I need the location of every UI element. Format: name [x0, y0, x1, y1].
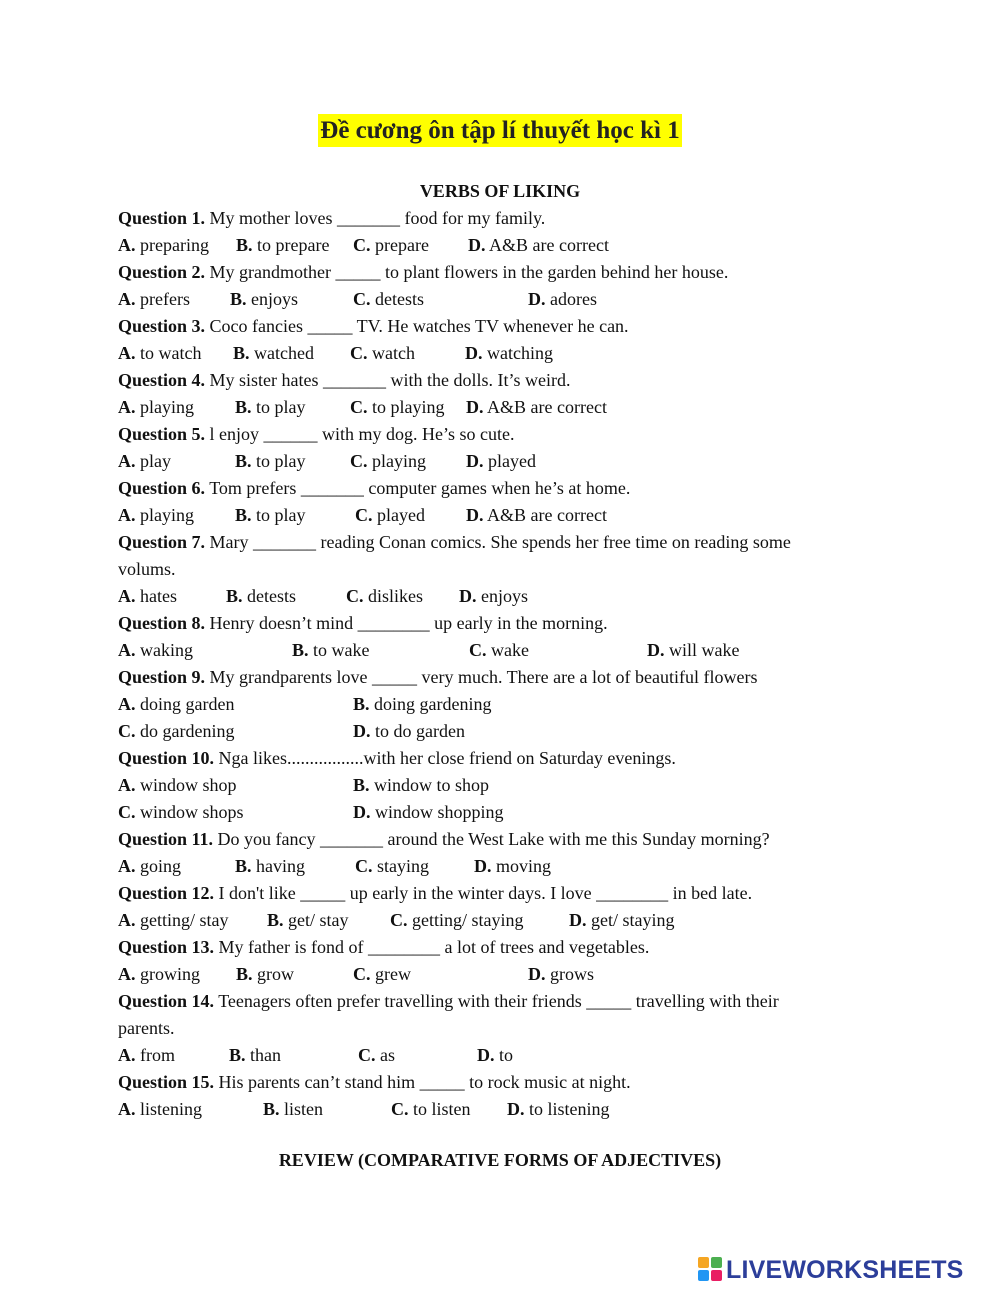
- option-text: window shop: [135, 775, 237, 795]
- answer-option: [229, 1042, 281, 1069]
- question-label: Question 7.: [118, 532, 206, 552]
- answer-option: [466, 448, 536, 475]
- options-row: [118, 286, 858, 313]
- answer-option: [358, 1042, 395, 1069]
- option-letter: C.: [350, 451, 368, 471]
- answer-option: [263, 1096, 323, 1123]
- answer-option: [267, 907, 349, 934]
- option-letter: D.: [474, 856, 492, 876]
- question-text: Do you fancy _______ around the West Lake with me this Sunday morning?: [213, 829, 770, 849]
- option-text: playing: [135, 397, 194, 417]
- answer-option: [355, 502, 425, 529]
- question-text-continued: parents.: [118, 1018, 175, 1038]
- question-line-continued: [118, 1015, 858, 1042]
- option-text: grows: [545, 964, 594, 984]
- question-text: His parents can’t stand him _____ to rock music at night.: [214, 1072, 631, 1092]
- question-label: Question 2.: [118, 262, 206, 282]
- option-text: to play: [251, 397, 306, 417]
- option-text: to playing: [367, 397, 445, 417]
- options-row: [118, 1096, 858, 1123]
- option-text: watched: [249, 343, 314, 363]
- answer-option: [118, 232, 209, 259]
- option-text: to do garden: [370, 721, 465, 741]
- answer-option: [469, 637, 529, 664]
- answer-option: [353, 718, 465, 745]
- option-letter: B.: [267, 910, 284, 930]
- option-letter: B.: [230, 289, 247, 309]
- option-letter: A.: [118, 694, 136, 714]
- question-line: [118, 421, 858, 448]
- question-label: Question 3.: [118, 316, 206, 336]
- option-letter: B.: [235, 856, 252, 876]
- option-letter: A.: [118, 235, 136, 255]
- option-letter: A.: [118, 343, 136, 363]
- answer-option: [118, 718, 234, 745]
- option-text: having: [251, 856, 306, 876]
- option-text: played: [372, 505, 425, 525]
- option-letter: C.: [353, 964, 371, 984]
- question-line: [118, 826, 858, 853]
- answer-option: [236, 232, 329, 259]
- question-line: [118, 313, 858, 340]
- question-text: Nga likes.................with her close friend on Saturday evenings.: [214, 748, 676, 768]
- answer-option: [391, 1096, 471, 1123]
- option-text: window shops: [135, 802, 244, 822]
- section-heading-verbs: VERBS OF LIKING: [419, 181, 581, 201]
- option-letter: B.: [353, 694, 370, 714]
- option-letter: D.: [528, 289, 546, 309]
- question-line: [118, 988, 858, 1015]
- option-text: going: [135, 856, 182, 876]
- option-letter: D.: [465, 343, 483, 363]
- option-text: to play: [251, 451, 306, 471]
- option-letter: B.: [226, 586, 243, 606]
- logo-icon: [698, 1257, 724, 1283]
- logo-text: LIVEWORKSHEETS: [726, 1255, 964, 1284]
- option-letter: B.: [236, 235, 253, 255]
- option-text: as: [375, 1045, 395, 1065]
- answer-option: [390, 907, 524, 934]
- option-letter: D.: [468, 235, 486, 255]
- answer-option: [118, 340, 201, 367]
- option-letter: B.: [235, 505, 252, 525]
- option-text: A&B are correct: [483, 505, 607, 525]
- answer-option: [353, 799, 504, 826]
- answer-option: [477, 1042, 513, 1069]
- option-text: detests: [370, 289, 424, 309]
- answer-option: [355, 853, 429, 880]
- option-letter: A.: [118, 451, 136, 471]
- option-text: detests: [242, 586, 297, 606]
- option-text: growing: [135, 964, 200, 984]
- option-text: get/ stay: [283, 910, 349, 930]
- option-letter: C.: [353, 289, 371, 309]
- question-list: [118, 205, 858, 1123]
- question-label: Question 10.: [118, 748, 215, 768]
- question-line: [118, 205, 858, 232]
- option-letter: D.: [477, 1045, 495, 1065]
- liveworksheets-logo: [698, 1255, 964, 1285]
- answer-option: [118, 637, 193, 664]
- option-text: enjoys: [246, 289, 299, 309]
- option-letter: A.: [118, 775, 136, 795]
- option-text: moving: [491, 856, 552, 876]
- answer-option: [353, 286, 424, 313]
- answer-option: [233, 340, 314, 367]
- answer-option: [346, 583, 423, 610]
- answer-option: [528, 286, 597, 313]
- options-row: [118, 907, 858, 934]
- option-text: get/ staying: [586, 910, 675, 930]
- answer-option: [118, 502, 194, 529]
- option-text: from: [135, 1045, 175, 1065]
- option-letter: A.: [118, 1045, 136, 1065]
- question-line-continued: [118, 556, 858, 583]
- option-text: playing: [367, 451, 426, 471]
- option-text: will wake: [664, 640, 740, 660]
- option-letter: C.: [390, 910, 408, 930]
- answer-option: [118, 286, 190, 313]
- question-label: Question 11.: [118, 829, 214, 849]
- question-label: Question 15.: [118, 1072, 215, 1092]
- question-label: Question 14.: [118, 991, 215, 1011]
- option-letter: D.: [647, 640, 665, 660]
- option-text: wake: [486, 640, 529, 660]
- options-row: [118, 448, 858, 475]
- option-text: grew: [370, 964, 411, 984]
- question-label: Question 6.: [118, 478, 206, 498]
- question-text: Coco fancies _____ TV. He watches TV whenever he can.: [205, 316, 629, 336]
- question-label: Question 12.: [118, 883, 215, 903]
- option-text: listening: [135, 1099, 202, 1119]
- question-text: Henry doesn’t mind ________ up early in the morning.: [205, 613, 608, 633]
- option-text: dislikes: [363, 586, 424, 606]
- option-text: playing: [135, 505, 194, 525]
- answer-option: [474, 853, 551, 880]
- answer-option: [647, 637, 739, 664]
- answer-option: [353, 772, 489, 799]
- answer-option: [118, 853, 181, 880]
- option-letter: D.: [466, 505, 484, 525]
- option-letter: D.: [466, 451, 484, 471]
- option-letter: B.: [263, 1099, 280, 1119]
- option-text: prepare: [370, 235, 429, 255]
- option-text: to listen: [408, 1099, 471, 1119]
- option-text: to wake: [308, 640, 370, 660]
- question-text: Tom prefers _______ computer games when he’s at home.: [205, 478, 631, 498]
- option-letter: C.: [353, 235, 371, 255]
- answer-option: [118, 1042, 175, 1069]
- options-row: [118, 961, 858, 988]
- option-letter: D.: [459, 586, 477, 606]
- option-letter: A.: [118, 289, 136, 309]
- question-line: [118, 367, 858, 394]
- option-letter: D.: [528, 964, 546, 984]
- options-row: [118, 799, 858, 826]
- option-letter: C.: [391, 1099, 409, 1119]
- options-row: [118, 583, 858, 610]
- option-text: to: [494, 1045, 514, 1065]
- option-letter: C.: [469, 640, 487, 660]
- option-letter: A.: [118, 397, 136, 417]
- option-letter: C.: [350, 343, 368, 363]
- answer-option: [226, 583, 296, 610]
- answer-option: [353, 691, 492, 718]
- question-text: My grandmother _____ to plant flowers in the garden behind her house.: [205, 262, 729, 282]
- option-letter: A.: [118, 505, 136, 525]
- answer-option: [118, 394, 194, 421]
- options-row: [118, 718, 858, 745]
- option-text: doing garden: [135, 694, 235, 714]
- answer-option: [236, 961, 294, 988]
- option-letter: A.: [118, 586, 136, 606]
- question-text: l enjoy ______ with my dog. He’s so cute.: [205, 424, 515, 444]
- option-letter: D.: [353, 802, 371, 822]
- option-text: to play: [251, 505, 306, 525]
- option-text: A&B are correct: [485, 235, 609, 255]
- option-letter: A.: [118, 910, 136, 930]
- option-letter: C.: [118, 802, 136, 822]
- option-letter: A.: [118, 964, 136, 984]
- question-label: Question 13.: [118, 937, 215, 957]
- question-label: Question 8.: [118, 613, 206, 633]
- answer-option: [230, 286, 298, 313]
- option-text: to watch: [135, 343, 202, 363]
- answer-option: [353, 232, 429, 259]
- option-text: played: [483, 451, 536, 471]
- option-letter: C.: [346, 586, 364, 606]
- option-letter: D.: [466, 397, 484, 417]
- option-letter: A.: [118, 1099, 136, 1119]
- option-text: listen: [279, 1099, 324, 1119]
- question-label: Question 4.: [118, 370, 206, 390]
- question-line: [118, 610, 858, 637]
- option-text: to listening: [524, 1099, 610, 1119]
- options-row: [118, 1042, 858, 1069]
- answer-option: [459, 583, 528, 610]
- question-line: [118, 664, 858, 691]
- answer-option: [118, 1096, 202, 1123]
- option-letter: B.: [229, 1045, 246, 1065]
- answer-option: [118, 961, 200, 988]
- page-title: Đề cương ôn tập lí thuyết học kì 1: [318, 114, 681, 147]
- option-text: window shopping: [370, 802, 504, 822]
- answer-option: [235, 502, 306, 529]
- answer-option: [466, 394, 607, 421]
- option-letter: C.: [350, 397, 368, 417]
- options-row: [118, 772, 858, 799]
- options-row: [118, 394, 858, 421]
- option-letter: B.: [353, 775, 370, 795]
- option-text: watching: [482, 343, 553, 363]
- answer-option: [118, 583, 177, 610]
- question-text: My sister hates _______ with the dolls. It’s weird.: [205, 370, 571, 390]
- options-row: [118, 232, 858, 259]
- option-text: watch: [367, 343, 415, 363]
- option-letter: A.: [118, 640, 136, 660]
- option-letter: A.: [118, 856, 136, 876]
- option-text: prefers: [135, 289, 190, 309]
- question-line: [118, 934, 858, 961]
- option-letter: D.: [569, 910, 587, 930]
- answer-option: [466, 502, 607, 529]
- option-letter: C.: [358, 1045, 376, 1065]
- option-text: play: [135, 451, 171, 471]
- question-text: I don't like _____ up early in the winter days. I love ________ in bed late.: [214, 883, 753, 903]
- question-line: [118, 475, 858, 502]
- option-letter: B.: [236, 964, 253, 984]
- answer-option: [118, 907, 229, 934]
- option-text: adores: [545, 289, 597, 309]
- question-text: My grandparents love _____ very much. There are a lot of beautiful flowers: [205, 667, 758, 687]
- question-text: My father is fond of ________ a lot of trees and vegetables.: [214, 937, 650, 957]
- option-letter: B.: [292, 640, 309, 660]
- options-row: [118, 340, 858, 367]
- option-text: than: [245, 1045, 282, 1065]
- option-letter: C.: [355, 505, 373, 525]
- answer-option: [350, 394, 445, 421]
- answer-option: [350, 340, 415, 367]
- title-wrap: [0, 114, 1000, 147]
- option-text: grow: [252, 964, 295, 984]
- question-label: Question 9.: [118, 667, 206, 687]
- answer-option: [235, 853, 305, 880]
- question-label: Question 5.: [118, 424, 206, 444]
- answer-option: [528, 961, 594, 988]
- question-label: Question 1.: [118, 208, 206, 228]
- option-letter: B.: [235, 397, 252, 417]
- answer-option: [118, 448, 171, 475]
- option-text: preparing: [135, 235, 209, 255]
- answer-option: [118, 691, 234, 718]
- option-text: getting/ stay: [135, 910, 229, 930]
- answer-option: [118, 772, 237, 799]
- question-text: Mary _______ reading Conan comics. She spends her free time on reading some: [205, 532, 791, 552]
- answer-option: [569, 907, 675, 934]
- answer-option: [465, 340, 553, 367]
- answer-option: [507, 1096, 610, 1123]
- question-text-continued: volums.: [118, 559, 176, 579]
- answer-option: [292, 637, 370, 664]
- options-row: [118, 637, 858, 664]
- question-text: My mother loves _______ food for my family.: [205, 208, 546, 228]
- answer-option: [118, 799, 244, 826]
- answer-option: [235, 448, 306, 475]
- question-line: [118, 259, 858, 286]
- option-text: window to shop: [369, 775, 490, 795]
- answer-option: [235, 394, 306, 421]
- question-line: [118, 529, 858, 556]
- answer-option: [350, 448, 426, 475]
- option-text: A&B are correct: [483, 397, 607, 417]
- option-text: to prepare: [252, 235, 330, 255]
- answer-option: [468, 232, 609, 259]
- option-text: do gardening: [135, 721, 235, 741]
- question-line: [118, 1069, 858, 1096]
- option-text: getting/ staying: [407, 910, 524, 930]
- option-text: staying: [372, 856, 429, 876]
- option-letter: C.: [118, 721, 136, 741]
- option-text: hates: [135, 586, 177, 606]
- option-text: waking: [135, 640, 193, 660]
- answer-option: [353, 961, 411, 988]
- option-text: enjoys: [476, 586, 528, 606]
- option-letter: B.: [233, 343, 250, 363]
- question-line: [118, 880, 858, 907]
- question-line: [118, 745, 858, 772]
- options-row: [118, 853, 858, 880]
- question-text: Teenagers often prefer travelling with their friends _____ travelling with their: [214, 991, 779, 1011]
- section-heading-review: REVIEW (COMPARATIVE FORMS OF ADJECTIVES): [278, 1150, 722, 1170]
- option-text: doing gardening: [369, 694, 492, 714]
- option-letter: D.: [507, 1099, 525, 1119]
- options-row: [118, 691, 858, 718]
- option-letter: D.: [353, 721, 371, 741]
- option-letter: B.: [235, 451, 252, 471]
- options-row: [118, 502, 858, 529]
- option-letter: C.: [355, 856, 373, 876]
